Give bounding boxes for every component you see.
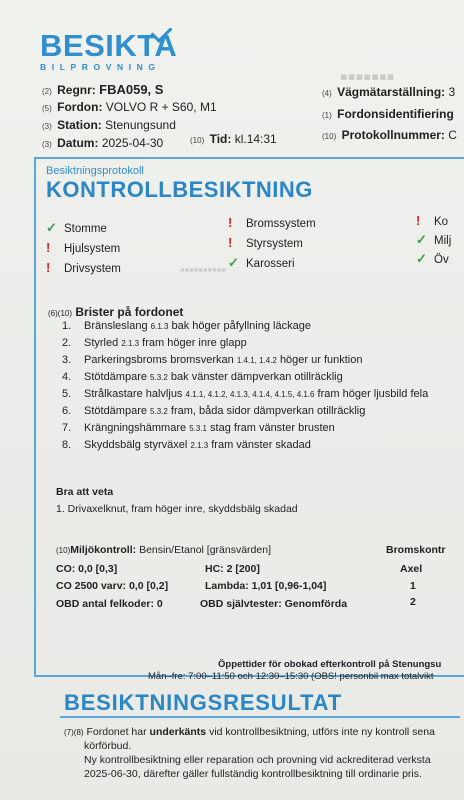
system-karosseri: ✓ Karosseri [228, 255, 295, 270]
check-icon: ✓ [46, 220, 57, 235]
warning-exclamation-icon: ! [46, 240, 51, 255]
warning-exclamation-icon: ! [228, 235, 233, 250]
emissions-lambda: Lambda: 1,01 [0,96-1,04] [205, 580, 327, 592]
warning-exclamation-icon: ! [416, 213, 421, 228]
emissions-co: CO: 0,0 [0,3] [56, 563, 118, 575]
defect-item: 1. Bränsleslang 6.1.3 bak höger påfyllning läckage [62, 320, 311, 332]
tid-row: (10) Tid: kl.14:31 [190, 132, 277, 146]
hours-title: Öppettider för obokad efterkontroll på Stenungsu [218, 659, 442, 670]
datum-row: (3) Datum: 2025-04-30 [42, 136, 164, 150]
defect-item: 2. Styrled 2.1.3 fram höger inre glapp [62, 337, 247, 349]
defect-item: 8. Skyddsbälg styrväxel 2.1.3 fram vänster skadad [62, 439, 311, 451]
system-ov: ✓ Öv [416, 251, 449, 266]
emissions-obd-codes: OBD antal felkoder: 0 [56, 598, 163, 610]
defect-item: 6. Stötdämpare 5.3.2 fram, båda sidor dämpverkan otillräcklig [62, 405, 366, 417]
datum-value: 2025-04-30 [101, 136, 164, 150]
ghost-print-heading: ▪▪▪▪▪▪▪ [340, 64, 395, 89]
emissions-title: (10)Miljökontroll: Bensin/Etanol [gränsvärden] [56, 544, 271, 556]
fordon-value: VOLVO R + S60, M1 [105, 100, 217, 114]
vagmatar-value: 3 [448, 85, 456, 99]
defects-title: (6)(10) Brister på fordonet [48, 305, 184, 319]
system-stomme: ✓ Stomme [46, 220, 107, 235]
protocol-label: Besiktningsprotokoll [46, 165, 144, 177]
system-ko: ! Ko [416, 213, 449, 228]
good-to-know-title: Bra att veta [56, 486, 114, 498]
emissions-hc: HC: 2 [200] [205, 563, 260, 575]
result-title: BESIKTNINGSRESULTAT [64, 690, 342, 715]
check-icon: ✓ [416, 232, 427, 247]
tid-value: kl.14:31 [234, 132, 277, 146]
ghost-print-result: ▪▪▪▪▪▪▪▪▪▪ [180, 262, 227, 277]
emissions-co2500: CO 2500 varv: 0,0 [0,2] [56, 580, 169, 592]
check-icon: ✓ [416, 251, 427, 266]
check-icon: ✓ [228, 255, 239, 270]
station-row: (3) Station: Stenungsund [42, 118, 176, 132]
protocol-title: KONTROLLBESIKTNING [46, 177, 313, 202]
protokollnummer-value: C [448, 128, 457, 142]
protokollnummer-row: (10) Protokollnummer: C [322, 128, 457, 142]
result-line-1: (7)(8) Fordonet har underkänts vid kontrollbesiktning, utförs inte ny kontroll sena [64, 726, 435, 738]
defect-item: 4. Stötdämpare 5.3.2 bak vänster dämpverkan otillräcklig [62, 371, 343, 383]
defect-item: 5. Strålkastare halvljus 4.1.1, 4.1.2, 4.1.3, 4.1.4, 4.1.5, 4.1.6 fram höger ljusbild fela [62, 388, 429, 400]
logo-wordmark: BESIKTA [40, 28, 178, 63]
good-to-know-item: 1. Drivaxelknut, fram höger inre, skyddsbälg skadad [56, 503, 298, 515]
station-value: Stenungsund [105, 118, 176, 132]
result-divider [60, 716, 460, 718]
fordonsid-row: (1) Fordonsidentifiering [322, 107, 454, 121]
system-styrsystem: ! Styrsystem [228, 235, 303, 250]
brake-axle-1: 1 [410, 580, 416, 592]
regnr-value: FBA059, S [99, 82, 164, 97]
brake-title: Bromskontr [386, 544, 446, 556]
hours-line: Mån–fre: 7:00–11:50 och 12:30–15:30 (OBS! personbil max totalvikt [148, 671, 434, 682]
result-line-2: körförbud. [84, 740, 132, 752]
warning-exclamation-icon: ! [46, 260, 51, 275]
defect-item: 3. Parkeringsbroms bromsverkan 1.4.1, 1.4.2 höger ur funktion [62, 354, 363, 366]
system-hjulsystem: ! Hjulsystem [46, 240, 121, 255]
system-drivsystem: ! Drivsystem [46, 260, 121, 275]
brake-axle-2: 2 [410, 596, 416, 608]
regnr-row: (2) Regnr: FBA059, S [42, 82, 164, 97]
result-line-3: Ny kontrollbesiktning eller reparation och provning vid ackrediterad verksta [84, 754, 431, 766]
defect-item: 7. Krängningshämmare 5.3.1 stag fram vänster brusten [62, 422, 335, 434]
system-bromssystem: ! Bromssystem [228, 215, 316, 230]
warning-exclamation-icon: ! [228, 215, 233, 230]
emissions-obd-tests: OBD självtester: Genomförda [200, 598, 348, 610]
besikta-logo [40, 30, 177, 72]
vagmatar-row: (4) Vägmätarställning: 3 [322, 85, 456, 99]
system-milj: ✓ Milj [416, 232, 452, 247]
result-line-4: 2025-06-30, därefter gäller fullständig kontrollbesiktning till ordinarie pris. [84, 768, 422, 780]
logo-tagline: BILPROVNING [40, 62, 161, 72]
brake-axle-label: Axel [400, 563, 423, 575]
fordon-row: (5) Fordon: VOLVO R + S60, M1 [42, 100, 217, 114]
